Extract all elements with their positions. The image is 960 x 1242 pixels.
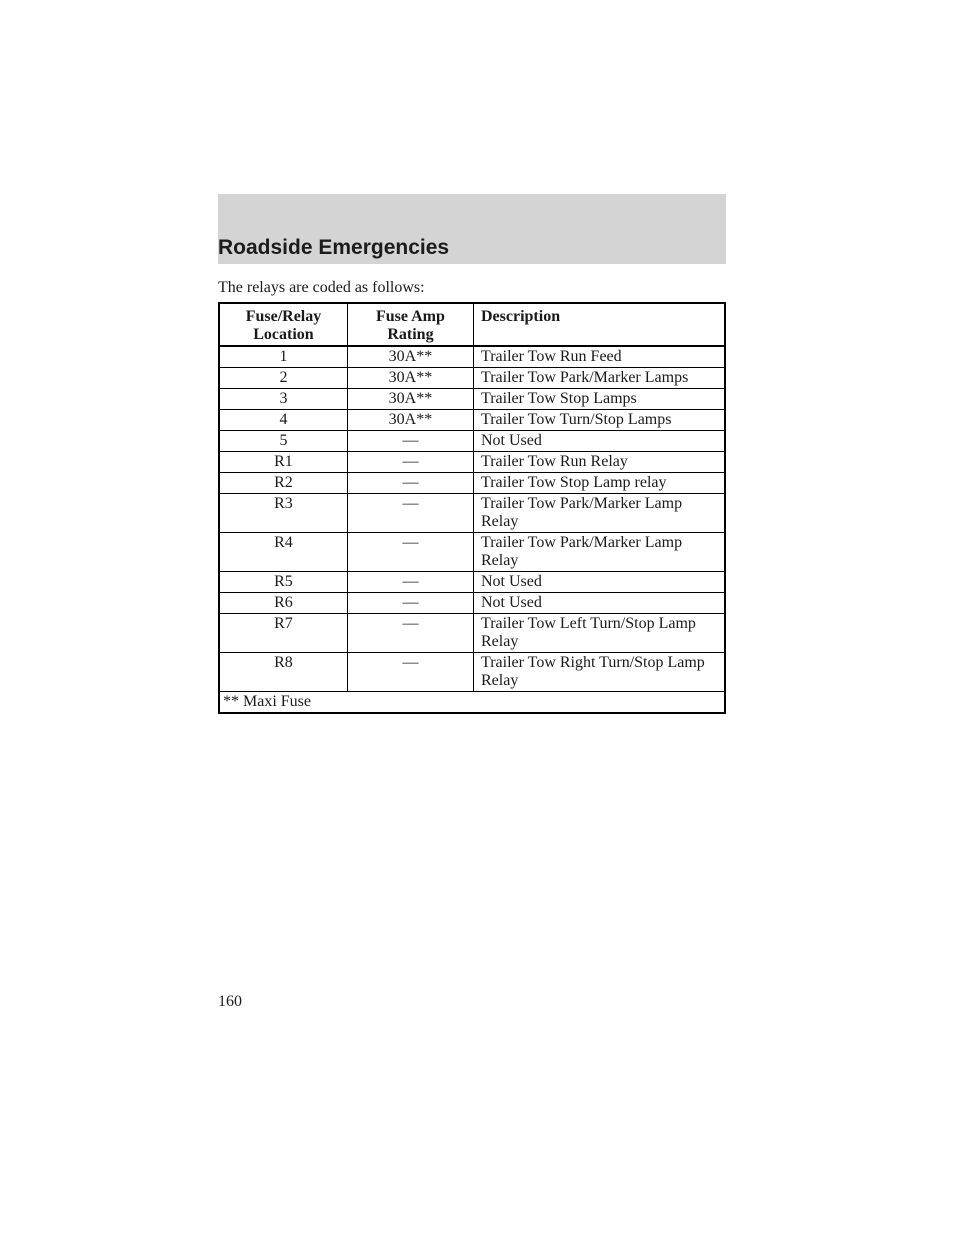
cell-rating: — xyxy=(347,653,473,692)
cell-rating: 30A** xyxy=(347,368,473,389)
section-title: Roadside Emergencies xyxy=(218,236,450,259)
cell-location: R5 xyxy=(219,572,347,593)
table-row xyxy=(219,572,725,593)
cell-description: Trailer Tow Turn/Stop Lamps xyxy=(481,411,672,428)
header-location: Fuse/Relay Location xyxy=(219,303,347,346)
cell-location: R6 xyxy=(219,593,347,614)
header-amp-rating: Fuse Amp Rating xyxy=(347,303,473,346)
table-footnote-row xyxy=(219,692,725,714)
cell-description: Trailer Tow Run Relay xyxy=(481,453,628,470)
table-row xyxy=(219,494,725,533)
table-row xyxy=(219,614,725,653)
cell-location: R1 xyxy=(219,452,347,473)
cell-description: Not Used xyxy=(481,432,542,449)
cell-rating: — xyxy=(347,533,473,572)
table-footnote: ** Maxi Fuse xyxy=(219,692,725,714)
cell-location: R3 xyxy=(219,494,347,533)
cell-rating: 30A** xyxy=(347,410,473,431)
table-row xyxy=(219,473,725,494)
table-row xyxy=(219,368,725,389)
cell-description: Trailer Tow Park/Marker Lamp Relay xyxy=(481,495,683,530)
cell-location: 2 xyxy=(219,368,347,389)
cell-rating: 30A** xyxy=(347,346,473,368)
table-row xyxy=(219,431,725,452)
cell-rating: — xyxy=(347,572,473,593)
table-row xyxy=(219,346,725,368)
cell-rating: — xyxy=(347,431,473,452)
cell-location: R7 xyxy=(219,614,347,653)
cell-description: Not Used xyxy=(481,594,542,611)
cell-description: Trailer Tow Stop Lamps xyxy=(481,390,637,407)
cell-rating: — xyxy=(347,473,473,494)
cell-description: Trailer Tow Park/Marker Lamps xyxy=(481,369,689,386)
cell-rating: — xyxy=(347,614,473,653)
table-row xyxy=(219,653,725,692)
relay-table xyxy=(218,302,726,714)
table-row xyxy=(219,410,725,431)
table-row xyxy=(219,389,725,410)
cell-description: Trailer Tow Run Feed xyxy=(481,348,622,365)
table-row xyxy=(219,452,725,473)
cell-rating: — xyxy=(347,593,473,614)
cell-location: 4 xyxy=(219,410,347,431)
cell-rating: — xyxy=(347,494,473,533)
cell-rating: — xyxy=(347,452,473,473)
cell-description: Trailer Tow Park/Marker Lamp Relay xyxy=(481,534,683,569)
intro-text: The relays are coded as follows: xyxy=(218,279,425,296)
cell-description: Trailer Tow Left Turn/Stop Lamp Relay xyxy=(481,615,696,650)
cell-description: Not Used xyxy=(481,573,542,590)
cell-rating: 30A** xyxy=(347,389,473,410)
cell-location: 1 xyxy=(219,346,347,368)
page-number: 160 xyxy=(218,993,242,1010)
cell-description: Trailer Tow Right Turn/Stop Lamp Relay xyxy=(481,654,705,689)
section-header-band xyxy=(218,194,726,264)
table-row xyxy=(219,533,725,572)
cell-location: R2 xyxy=(219,473,347,494)
cell-description: Trailer Tow Stop Lamp relay xyxy=(481,474,667,491)
cell-location: 5 xyxy=(219,431,347,452)
table-row xyxy=(219,593,725,614)
header-description: Description xyxy=(474,303,726,346)
cell-location: R8 xyxy=(219,653,347,692)
cell-location: 3 xyxy=(219,389,347,410)
cell-location: R4 xyxy=(219,533,347,572)
table-header-row xyxy=(219,303,725,346)
